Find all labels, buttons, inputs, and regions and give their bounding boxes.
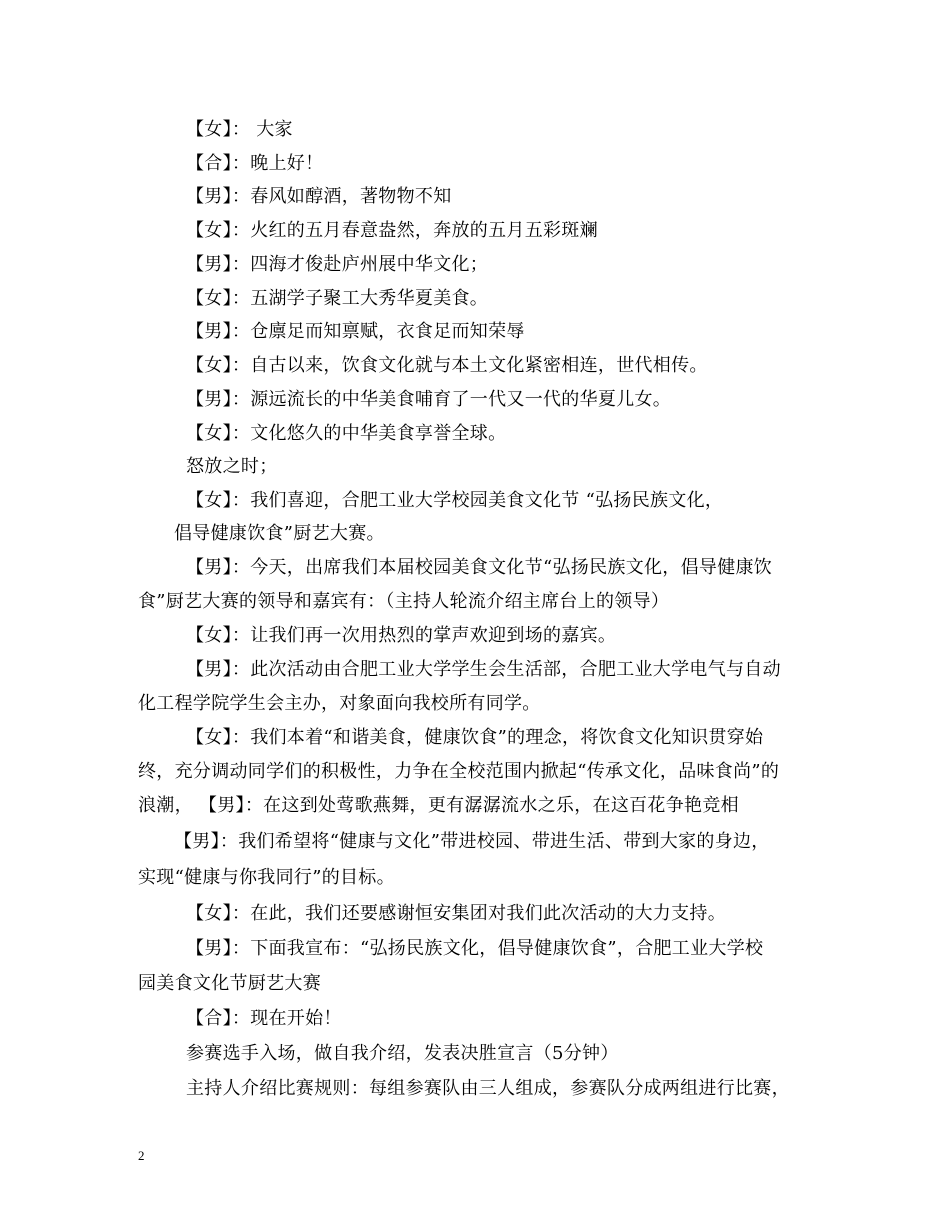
text-line: 【女】：自古以来，饮食文化就与本土文化紧密相连，世代相传。 [186,355,708,376]
text-line: 【女】：在此，我们还要感谢恒安集团对我们此次活动的大力支持。 [186,903,726,924]
text-line: 【男】：下面我宣布：“弘扬民族文化，倡导健康饮食”，合肥工业大学校 [186,938,764,959]
text-line: 【男】：四海才俊赴庐州展中华文化； [186,254,489,275]
text-line: 【男】：我们希望将“健康与文化”带进校园、带进生活、带到大家的身边， [174,831,770,852]
text-line: 参赛选手入场，做自我介绍，发表决胜宣言（5分钟） [186,1043,619,1064]
text-line: 【男】：今天，出席我们本届校园美食文化节“弘扬民族文化，倡导健康饮 [186,557,773,578]
text-line: 【女】：文化悠久的中华美食享誉全球。 [186,423,507,444]
text-line: 怒放之时； [186,456,278,477]
text-line: 【男】：春风如醇酒，著物物不知 [186,186,452,207]
text-line: 食”厨艺大赛的领导和嘉宾有：（主持人轮流介绍主席台上的领导） [138,591,670,612]
text-line: 【男】：源远流长的中华美食哺育了一代又一代的华夏儿女。 [186,389,672,410]
text-line: 【女】： 大家 [186,119,293,140]
text-line: 【合】：现在开始！ [186,1008,342,1029]
text-line: 园美食文化节厨艺大赛 [138,973,321,994]
text-line: 【男】：仓廪足而知禀赋，衣食足而知荣辱 [186,321,525,342]
text-line: 终，充分调动同学们的积极性，力争在全校范围内掀起“传承文化，品味食尚”的 [138,761,780,782]
text-line: 化工程学院学生会主办，对象面向我校所有同学。 [138,693,541,714]
text-line: 【合】：晚上好！ [186,153,324,174]
text-line: 【女】：让我们再一次用热烈的掌声欢迎到场的嘉宾。 [186,625,617,646]
text-line: 实现“健康与你我同行”的目标。 [138,867,395,888]
text-line: 倡导健康饮食”厨艺大赛。 [174,523,385,544]
text-line: 主持人介绍比赛规则：每组参赛队由三人组成，参赛队分成两组进行比赛， [186,1078,790,1099]
text-line: 【女】：我们本着“和谐美食，健康饮食”的理念，将饮食文化知识贯穿始 [186,727,764,748]
text-line: 【男】：此次活动由合肥工业大学学生会生活部，合肥工业大学电气与自动 [186,659,781,680]
text-line: 【女】：五湖学子聚工大秀华夏美食。 [186,288,489,309]
text-line: 浪潮， 【男】：在这到处莺歌燕舞，更有潺潺流水之乐，在这百花争艳竞相 [138,795,739,816]
text-line: 【女】：火红的五月春意盎然，奔放的五月五彩斑斓 [186,220,598,241]
page-number: 2 [138,1148,145,1163]
text-line: 【女】：我们喜迎，合肥工业大学校园美食文化节 “弘扬民族文化， [186,490,724,511]
